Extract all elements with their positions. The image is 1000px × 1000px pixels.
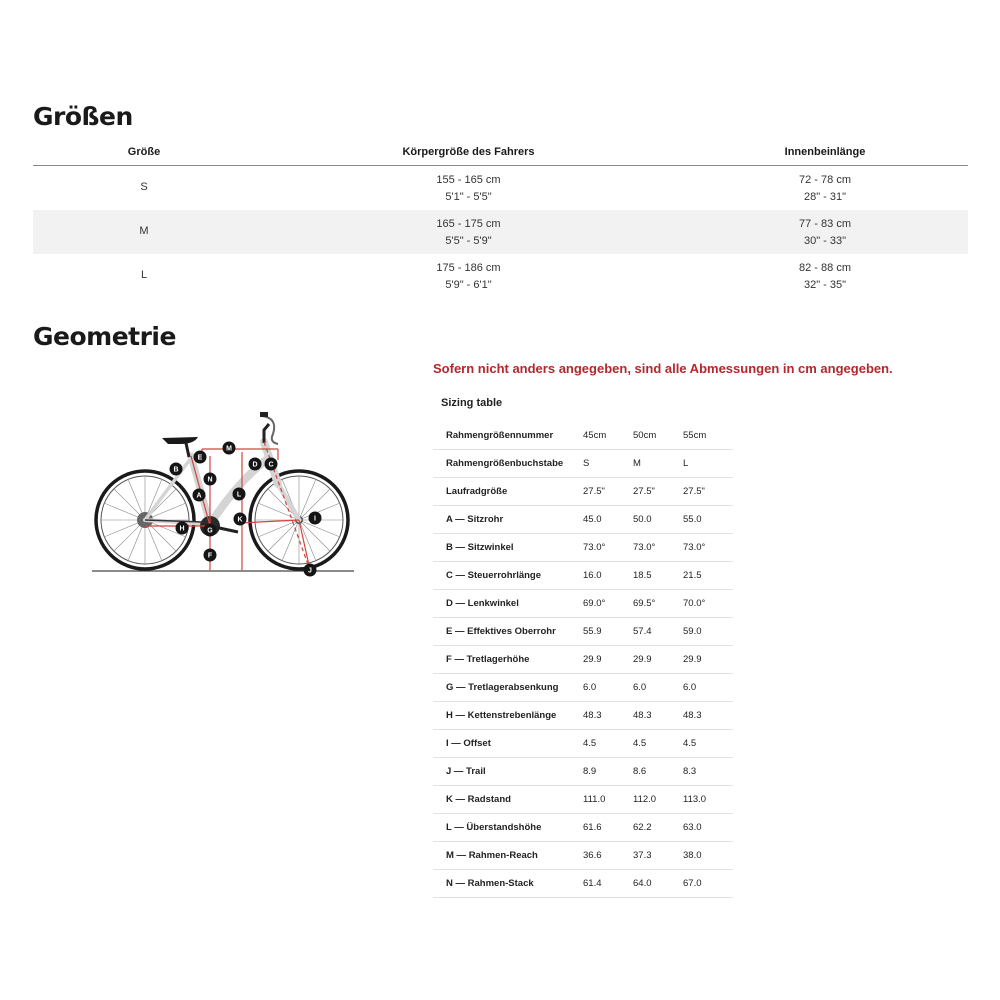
rider-height-cell: 165 - 175 cm 5'5" - 5'9"	[436, 218, 501, 247]
geometry-value-cell: 27.5"	[633, 478, 683, 506]
table-row	[433, 618, 733, 646]
column-header-inseam: Innenbeinlänge	[784, 146, 866, 158]
geometry-value-cell: 55.9	[583, 618, 633, 646]
table-row	[433, 422, 733, 450]
saddle	[162, 437, 198, 444]
geometry-label-cell: C — Steuerrohrlänge	[433, 562, 583, 590]
svg-text:A: A	[196, 492, 202, 500]
geometry-value-cell: 4.5	[633, 730, 683, 758]
geometry-value-cell: 48.3	[583, 702, 633, 730]
marker-c-icon	[265, 458, 278, 471]
marker-b-icon	[170, 463, 183, 476]
inseam-cell: 72 - 78 cm 28" - 31"	[799, 174, 851, 203]
geometry-label-cell: F — Tretlagerhöhe	[433, 646, 583, 674]
svg-text:D: D	[252, 461, 258, 469]
geometry-label-cell: Rahmengrößennummer	[433, 422, 583, 450]
svg-text:M: M	[226, 445, 232, 453]
geometry-value-cell: 57.4	[633, 618, 683, 646]
geometry-value-cell: 29.9	[633, 646, 683, 674]
geometry-label-cell: K — Radstand	[433, 786, 583, 814]
geometry-value-cell: 6.0	[683, 674, 733, 702]
marker-f-icon	[204, 549, 217, 562]
geometry-value-cell: 112.0	[633, 786, 683, 814]
units-note: Sofern nicht anders angegeben, sind alle Abmessungen in cm angegeben.	[433, 361, 893, 376]
geometry-value-cell: 4.5	[583, 730, 633, 758]
svg-text:E: E	[197, 454, 203, 462]
marker-j-icon	[304, 564, 317, 577]
geometry-label-cell: N — Rahmen-Stack	[433, 870, 583, 898]
column-header-rider-height: Körpergröße des Fahrers	[402, 146, 535, 158]
geometry-value-cell: 4.5	[683, 730, 733, 758]
geometry-value-cell: 64.0	[633, 870, 683, 898]
geometry-value-cell: 21.5	[683, 562, 733, 590]
geometry-value-cell: L	[683, 450, 733, 478]
geometry-value-cell: 8.6	[633, 758, 683, 786]
marker-h-icon	[176, 522, 189, 535]
table-row	[433, 758, 733, 786]
sizing-table-title: Sizing table	[441, 397, 503, 409]
svg-text:F: F	[207, 552, 213, 560]
table-row	[33, 166, 968, 210]
marker-n-icon	[204, 473, 217, 486]
geometry-value-cell: 36.6	[583, 842, 633, 870]
table-row	[433, 786, 733, 814]
svg-text:H: H	[179, 525, 185, 533]
rider-height-cell: 175 - 186 cm 5'9" - 6'1"	[436, 262, 501, 291]
geometry-value-cell: 63.0	[683, 814, 733, 842]
geometry-label-cell: A — Sitzrohr	[433, 506, 583, 534]
geometry-value-cell: 70.0°	[683, 590, 733, 618]
geometry-value-cell: S	[583, 450, 633, 478]
geometry-label-cell: D — Lenkwinkel	[433, 590, 583, 618]
geometry-value-cell: 45cm	[583, 422, 633, 450]
svg-text:I: I	[314, 515, 316, 523]
table-row	[33, 210, 968, 254]
table-row	[433, 450, 733, 478]
geometry-value-cell: 73.0°	[633, 534, 683, 562]
geometry-value-cell: 55.0	[683, 506, 733, 534]
size-cell: M	[139, 225, 149, 237]
table-row	[433, 590, 733, 618]
rider-height-cell: 155 - 165 cm 5'1" - 5'5"	[436, 174, 501, 203]
geometry-value-cell: 27.5"	[583, 478, 633, 506]
marker-k-icon	[234, 513, 247, 526]
geometry-value-cell: 73.0°	[583, 534, 633, 562]
size-cell: L	[140, 269, 148, 281]
marker-g-icon	[204, 524, 217, 537]
geometry-value-cell: 48.3	[633, 702, 683, 730]
geometry-label-cell: L — Überstandshöhe	[433, 814, 583, 842]
geometry-label-cell: I — Offset	[433, 730, 583, 758]
geometry-value-cell: 6.0	[633, 674, 683, 702]
inseam-cell: 82 - 88 cm 32" - 35"	[799, 262, 851, 291]
marker-d-icon	[249, 458, 262, 471]
geometry-label-cell: G — Tretlagerabsenkung	[433, 674, 583, 702]
table-row	[433, 674, 733, 702]
marker-a-icon	[193, 489, 206, 502]
geometry-value-cell: 73.0°	[683, 534, 733, 562]
geometry-value-cell: 8.3	[683, 758, 733, 786]
sizes-table	[33, 140, 968, 298]
geometry-value-cell: 16.0	[583, 562, 633, 590]
geometry-label-cell: H — Kettenstrebenlänge	[433, 702, 583, 730]
sizes-table-header	[33, 140, 968, 166]
marker-m-icon	[223, 442, 236, 455]
table-row	[433, 842, 733, 870]
geometry-value-cell: 50.0	[633, 506, 683, 534]
bike-geometry-diagram	[88, 402, 356, 580]
geometry-value-cell: 38.0	[683, 842, 733, 870]
table-row	[433, 534, 733, 562]
geometry-value-cell: 59.0	[683, 618, 733, 646]
geometry-value-cell: 45.0	[583, 506, 633, 534]
geometry-heading: Geometrie	[33, 322, 176, 351]
geometry-value-cell: M	[633, 450, 683, 478]
geometry-value-cell: 62.2	[633, 814, 683, 842]
geometry-value-cell: 8.9	[583, 758, 633, 786]
geometry-value-cell: 18.5	[633, 562, 683, 590]
geometry-label-cell: J — Trail	[433, 758, 583, 786]
geometry-label-cell: Rahmengrößenbuchstabe	[433, 450, 583, 478]
table-row	[433, 730, 733, 758]
geometry-value-cell: 37.3	[633, 842, 683, 870]
table-row	[433, 478, 733, 506]
table-row	[433, 646, 733, 674]
sizes-heading: Größen	[33, 102, 133, 131]
table-row	[433, 814, 733, 842]
column-header-size: Größe	[127, 146, 161, 158]
size-cell: S	[140, 181, 148, 193]
marker-l-icon	[233, 488, 246, 501]
svg-text:J: J	[308, 567, 312, 575]
svg-text:B: B	[173, 466, 179, 474]
table-row	[433, 870, 733, 898]
svg-text:C: C	[268, 461, 274, 469]
geometry-label-cell: M — Rahmen-Reach	[433, 842, 583, 870]
geometry-value-cell: 113.0	[683, 786, 733, 814]
geometry-value-cell: 29.9	[683, 646, 733, 674]
geometry-value-cell: 50cm	[633, 422, 683, 450]
table-row	[433, 562, 733, 590]
geometry-label-cell: B — Sitzwinkel	[433, 534, 583, 562]
geometry-table	[433, 422, 733, 898]
table-row	[33, 254, 968, 298]
geometry-value-cell: 61.6	[583, 814, 633, 842]
geometry-value-cell: 69.5°	[633, 590, 683, 618]
svg-text:N: N	[207, 476, 213, 484]
geometry-value-cell: 61.4	[583, 870, 633, 898]
marker-e-icon	[194, 451, 207, 464]
geometry-value-cell: 55cm	[683, 422, 733, 450]
geometry-value-cell: 67.0	[683, 870, 733, 898]
table-row	[433, 702, 733, 730]
table-row	[433, 506, 733, 534]
marker-i-icon	[309, 512, 322, 525]
geometry-value-cell: 48.3	[683, 702, 733, 730]
geometry-value-cell: 27.5"	[683, 478, 733, 506]
svg-text:G: G	[207, 527, 213, 535]
geometry-label-cell: E — Effektives Oberrohr	[433, 618, 583, 646]
svg-text:K: K	[237, 516, 243, 524]
geometry-label-cell: Laufradgröße	[433, 478, 583, 506]
svg-text:L: L	[236, 491, 242, 499]
geometry-value-cell: 6.0	[583, 674, 633, 702]
geometry-value-cell: 69.0°	[583, 590, 633, 618]
geometry-value-cell: 29.9	[583, 646, 633, 674]
geometry-value-cell: 111.0	[583, 786, 633, 814]
inseam-cell: 77 - 83 cm 30" - 33"	[799, 218, 851, 247]
